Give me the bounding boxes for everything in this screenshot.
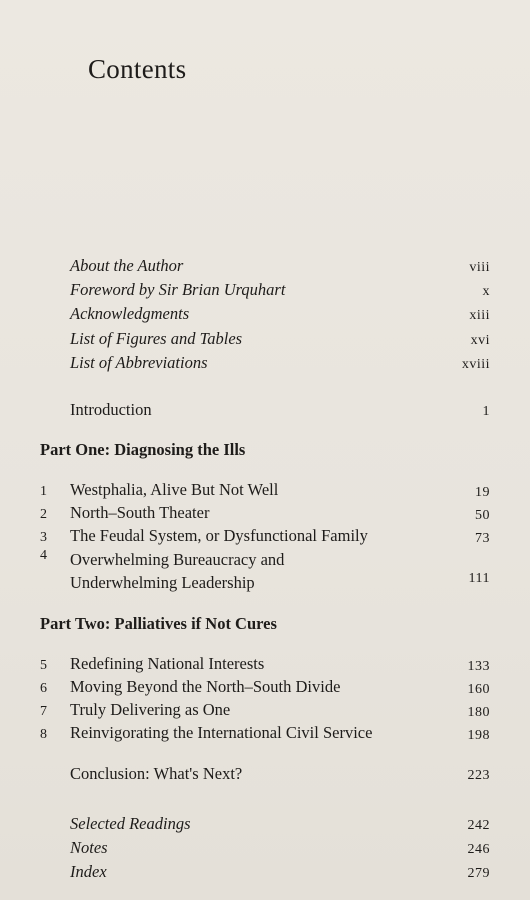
toc-entry-conclusion[interactable]	[70, 764, 490, 788]
chapter-title: Redefining National Interests	[70, 654, 265, 673]
entry-title: Conclusion: What's Next?	[70, 764, 243, 783]
toc-entry-foreword[interactable]	[70, 280, 490, 304]
chapter-number: 7	[40, 704, 47, 719]
chapter-page: 50	[475, 508, 490, 523]
chapter-page: 19	[475, 485, 490, 500]
page-title: Contents	[88, 54, 187, 84]
toc-entry-notes[interactable]	[70, 838, 490, 862]
chapter-page: 180	[467, 705, 490, 720]
toc-entry-abbreviations[interactable]	[70, 353, 490, 377]
chapter-number: 1	[40, 484, 47, 499]
toc-entry-about-author[interactable]	[70, 256, 490, 280]
entry-title: Selected Readings	[70, 814, 191, 833]
chapter-page: 133	[467, 659, 490, 674]
entry-page: xiii	[469, 308, 490, 323]
entry-page: 1	[482, 404, 490, 419]
chapter-number: 4	[40, 548, 47, 563]
entry-page: xvi	[470, 333, 490, 348]
toc-chapter-5[interactable]	[40, 652, 490, 675]
entry-title: List of Figures and Tables	[70, 329, 243, 348]
chapter-page: 111	[468, 571, 490, 586]
part-two-heading: Part Two: Palliatives if Not Cures	[40, 614, 277, 633]
entry-page: 279	[467, 866, 490, 881]
chapter-title: The Feudal System, or Dysfunctional Family	[70, 526, 368, 545]
chapter-page: 160	[467, 682, 490, 697]
toc-entry-acknowledgments[interactable]	[70, 304, 490, 328]
chapter-number: 2	[40, 507, 47, 522]
toc-entry-index[interactable]	[70, 862, 490, 886]
toc-chapter-3[interactable]	[40, 524, 490, 547]
chapter-number: 6	[40, 681, 47, 696]
chapter-page: 198	[467, 728, 490, 743]
chapter-title: Moving Beyond the North–South Divide	[70, 677, 341, 696]
entry-page: viii	[469, 260, 490, 275]
entry-title: Acknowledgments	[70, 304, 190, 323]
chapter-number: 8	[40, 727, 47, 742]
chapter-title: North–South Theater	[70, 503, 210, 522]
chapter-title: Truly Delivering as One	[70, 700, 231, 719]
chapter-title: Overwhelming Bureaucracy and Underwhelming Leadership	[70, 550, 285, 592]
toc-chapter-8[interactable]	[40, 721, 490, 744]
toc-chapter-6[interactable]	[40, 675, 490, 698]
entry-title: Notes	[70, 838, 108, 857]
chapter-title: Reinvigorating the International Civil Service	[70, 723, 373, 742]
toc-entry-selected-readings[interactable]	[70, 814, 490, 838]
chapter-number: 5	[40, 658, 47, 673]
entry-title: List of Abbreviations	[70, 353, 208, 372]
entry-title: Introduction	[70, 400, 152, 419]
toc-chapter-2[interactable]	[40, 501, 490, 524]
toc-chapter-1[interactable]	[40, 478, 490, 501]
entry-page: 223	[467, 768, 490, 783]
entry-page: x	[482, 284, 490, 299]
toc-chapter-4-page-row	[40, 571, 490, 587]
chapter-number: 3	[40, 530, 47, 545]
toc-entry-figures-tables[interactable]	[70, 329, 490, 353]
chapter-title: Westphalia, Alive But Not Well	[70, 480, 279, 499]
entry-title: About the Author	[70, 256, 184, 275]
toc-chapter-7[interactable]	[40, 698, 490, 721]
entry-title: Foreword by Sir Brian Urquhart	[70, 280, 286, 299]
entry-page: 246	[467, 842, 490, 857]
entry-page: 242	[467, 818, 490, 833]
entry-page: xviii	[461, 357, 490, 372]
chapter-page: 73	[475, 531, 490, 546]
entry-title: Index	[70, 862, 107, 881]
part-one-heading: Part One: Diagnosing the Ills	[40, 440, 246, 459]
toc-entry-introduction[interactable]	[70, 400, 490, 424]
